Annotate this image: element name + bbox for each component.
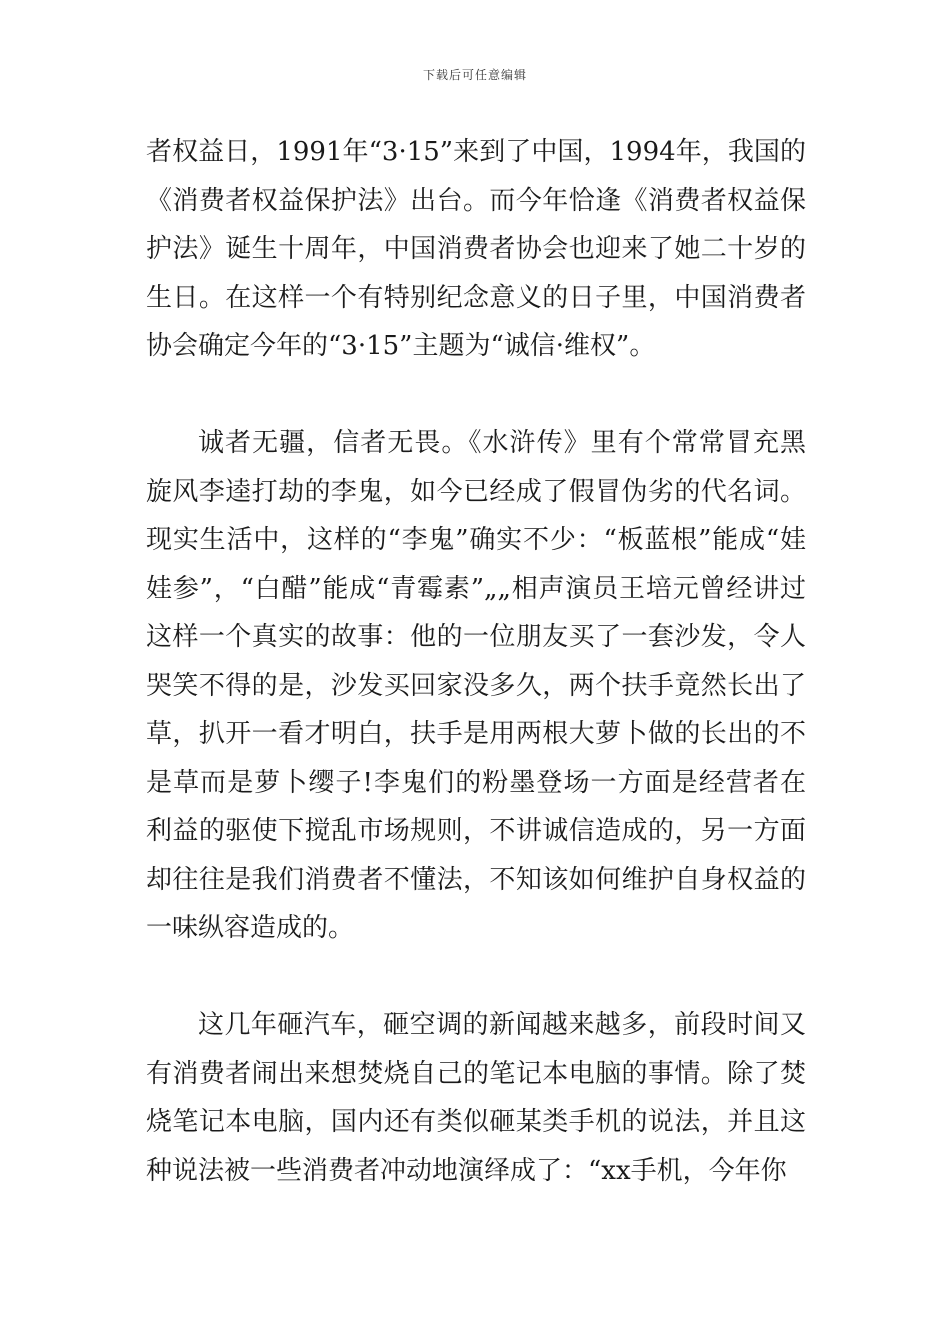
document-body	[146, 128, 806, 1195]
paragraph-1: 者权益日，1991年“3·15”来到了中国，1994年，我国的《消费者权益保护法》出台。而今年恰逢《消费者权益保护法》诞生十周年，中国消费者协会也迎来了她二十岁的生日。在这样一个有特别纪念意义的日子里，中国消费者协会确定今年的“3·15”主题为“诚信·维权”。	[146, 137, 806, 361]
page-header-note: 下载后可任意编辑	[422, 68, 527, 82]
paragraph-2: 诚者无疆，信者无畏。《水浒传》里有个常常冒充黑旋风李逵打劫的李鬼，如今已经成了假冒伪劣的代名词。现实生活中，这样的“李鬼”确实不少：“板蓝根”能成“娃娃参”，“白醋”能成“青霉素”„„相声演员王培元曾经讲过这样一个真实的故事：他的一位朋友买了一套沙发，令人哭笑不得的是，沙发买回家没多久，两个扶手竟然长出了草，扒开一看才明白，扶手是用两根大萝卜做的长出的不是草而是萝卜缨子!李鬼们的粉墨登场一方面是经营者在利益的驱使下搅乱市场规则，不讲诚信造成的，另一方面却往往是我们消费者不懂法，不知该如何维护自身权益的一味纵容造成的。	[146, 428, 806, 943]
paragraph-3: 这几年砸汽车，砸空调的新闻越来越多，前段时间又有消费者闹出来想焚烧自己的笔记本电脑的事情。除了焚烧笔记本电脑，国内还有类似砸某类手机的说法，并且这种说法被一些消费者冲动地演绎成了：“xx手机，今年你	[146, 1010, 806, 1186]
